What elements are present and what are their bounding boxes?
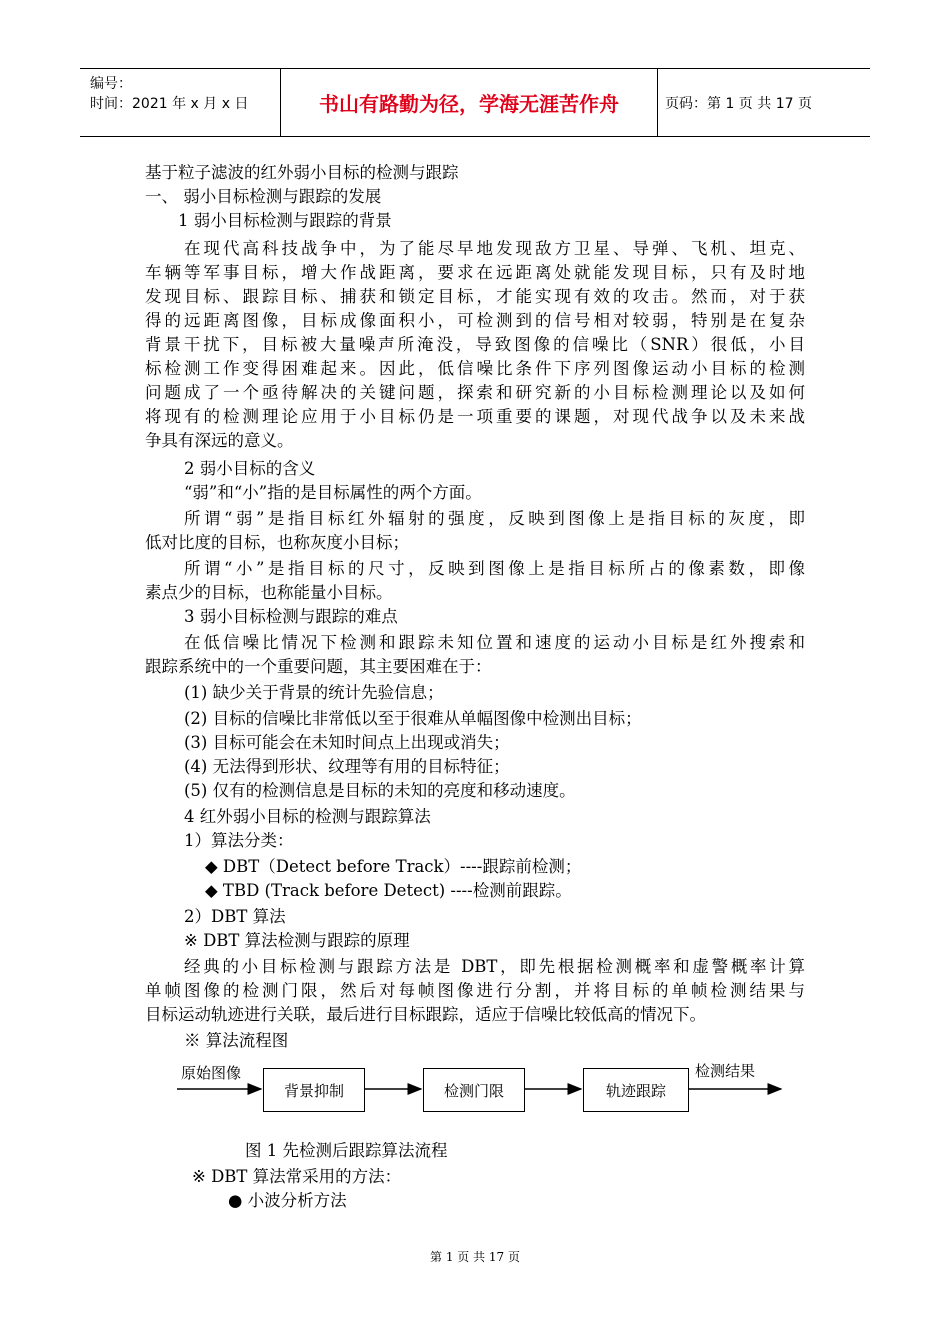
list-item: ※ DBT 算法常采用的方法：: [192, 1167, 402, 1186]
page-header: [80, 68, 870, 137]
paragraph-line: 将现有的检测理论应用于小目标仍是一项重要的课题，对现代战争以及未来战: [145, 407, 805, 426]
paragraph-line: 标检测工作变得困难起来。因此，低信噪比条件下序列图像运动小目标的检测: [145, 359, 805, 378]
paragraph-line: 素点少的目标，也称能量小目标。: [145, 583, 393, 602]
list-item: (1) 缺少关于背景的统计先验信息；: [184, 683, 444, 702]
subsection-heading: 1 弱小目标检测与跟踪的背景: [178, 211, 392, 230]
bullet-item: ◆ DBT（Detect before Track）----跟踪前检测；: [205, 857, 582, 876]
list-item: ※ 算法流程图: [184, 1031, 289, 1050]
paragraph-line: 问题成了一个亟待解决的关键问题，探索和研究新的小目标检测理论以及如何: [145, 383, 805, 402]
subsection-heading: 3 弱小目标检测与跟踪的难点: [184, 607, 398, 626]
paragraph-line: 低对比度的目标，也称灰度小目标；: [145, 533, 409, 552]
paragraph-line: “弱”和“小”指的是目标属性的两个方面。: [184, 483, 482, 502]
paragraph-line: 单帧图像的检测门限，然后对每帧图像进行分割，并将目标的单帧检测结果与: [145, 981, 805, 1000]
list-item: (3) 目标可能会在未知时间点上出现或消失；: [184, 733, 510, 752]
document-title: 基于粒子滤波的红外弱小目标的检测与跟踪: [145, 163, 459, 182]
list-item: (2) 目标的信噪比非常低以至于很难从单幅图像中检测出目标；: [184, 709, 642, 728]
paragraph-line: 发现目标、跟踪目标、捕获和锁定目标，才能实现有效的攻击。然而，对于获: [145, 287, 805, 306]
time-label: 时间：2021 年 x 月 x 日: [90, 96, 249, 112]
paragraph-line: 背景干扰下，目标被大量噪声所淹没，导致图像的信噪比（SNR）很低，小目: [145, 335, 805, 354]
paragraph-line: 跟踪系统中的一个重要问题，其主要困难在于：: [145, 657, 492, 676]
flow-input-label: 原始图像: [181, 1064, 242, 1082]
flow-box-trajectory-tracking: 轨迹跟踪: [583, 1068, 689, 1112]
subsection-heading: 4 红外弱小目标的检测与跟踪算法: [184, 807, 431, 826]
motto: 书山有路勤为径，学海无涯苦作舟: [280, 69, 658, 136]
page-info: 页码：第 1 页 共 17 页: [665, 95, 812, 112]
paragraph-line: 目标运动轨迹进行关联，最后进行目标跟踪，适应于信噪比较低高的情况下。: [145, 1005, 706, 1024]
list-item: 2）DBT 算法: [184, 907, 286, 926]
paragraph-line: 在低信噪比情况下检测和跟踪未知位置和速度的运动小目标是红外搜索和: [184, 633, 805, 652]
section-heading: 一、 弱小目标检测与跟踪的发展: [145, 187, 382, 206]
flow-box-detection-threshold: 检测门限: [423, 1068, 525, 1112]
page-footer: 第 1 页 共 17 页: [430, 1250, 520, 1264]
flow-diagram: [175, 1060, 795, 1120]
paragraph-line: 经典的小目标检测与跟踪方法是 DBT，即先根据检测概率和虚警概率计算: [184, 957, 805, 976]
flow-box-background-suppression: 背景抑制: [263, 1068, 365, 1112]
paragraph-line: 所谓“小”是指目标的尺寸，反映到图像上是指目标所占的像素数，即像: [184, 559, 805, 578]
paragraph-line: 争具有深远的意义。: [145, 431, 294, 450]
paragraph-line: 车辆等军事目标，增大作战距离，要求在远距离处就能发现目标，只有及时地: [145, 263, 805, 282]
subsection-heading: 2 弱小目标的含义: [184, 459, 316, 478]
bullet-item: ● 小波分析方法: [228, 1191, 347, 1210]
paragraph-line: 所谓“弱”是指目标红外辐射的强度，反映到图像上是指目标的灰度，即: [184, 509, 805, 528]
paragraph-line: 在现代高科技战争中，为了能尽早地发现敌方卫星、导弹、飞机、坦克、: [184, 239, 805, 258]
paragraph-line: 得的远距离图像，目标成像面积小，可检测到的信号相对较弱，特别是在复杂: [145, 311, 805, 330]
bullet-item: ◆ TBD (Track before Detect) ----检测前跟踪。: [205, 881, 572, 900]
list-item: ※ DBT 算法检测与跟踪的原理: [184, 931, 410, 950]
list-item: 1）算法分类：: [184, 831, 294, 850]
flow-output-label: 检测结果: [695, 1062, 756, 1080]
number-label: 编号：: [90, 76, 132, 92]
header-left-cell: [80, 69, 280, 136]
list-item: (4) 无法得到形状、纹理等有用的目标特征；: [184, 757, 510, 776]
figure-caption: 图 1 先检测后跟踪算法流程: [245, 1141, 448, 1160]
list-item: (5) 仅有的检测信息是目标的未知的亮度和移动速度。: [184, 781, 576, 800]
